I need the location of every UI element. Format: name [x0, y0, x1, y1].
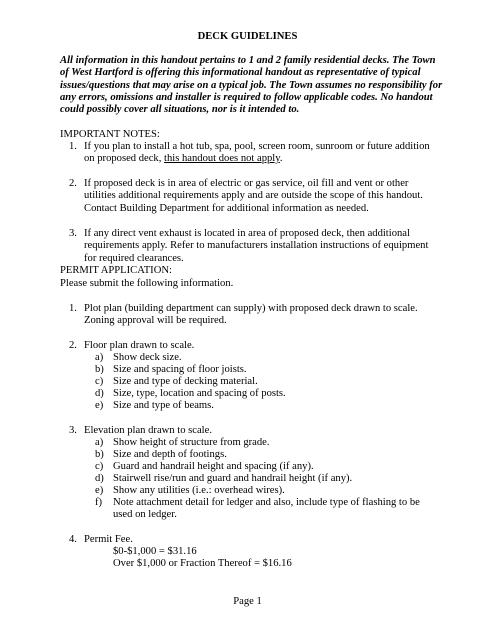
sub-item-text: Guard and handrail height and spacing (if any).: [113, 461, 314, 472]
sub-item-text: Size and type of decking material.: [113, 376, 258, 387]
sub-item-letter: a): [95, 352, 104, 363]
sub-item-text: Size and depth of footings.: [113, 449, 227, 460]
permit-item-text: Plot plan (building department can supply) with proposed deck drawn to scale. Zoning approval will be required.: [84, 303, 418, 327]
sub-item-text: Size and spacing of floor joists.: [113, 364, 247, 375]
permit-item-number: 4.: [69, 534, 77, 545]
permit-item-number: 1.: [69, 303, 77, 314]
important-item-text: If proposed deck is in area of electric or gas service, oil fill and vent or other utilities additional requirements apply and are outside the scope of this handout. Contact Building Department for additional information as needed.: [84, 178, 423, 214]
permit-item-number: 2.: [69, 340, 77, 351]
sub-item-letter: b): [95, 449, 104, 460]
important-item-number: 3.: [69, 228, 77, 239]
important-item-number: 1.: [69, 141, 77, 152]
sub-item-letter: a): [95, 437, 104, 448]
sub-item-letter: e): [95, 400, 104, 411]
sub-item-letter: c): [95, 461, 104, 472]
permit-application-heading: PERMIT APPLICATION:: [60, 265, 172, 276]
sub-item-text: Show deck size.: [113, 352, 182, 363]
intro-paragraph: All information in this handout pertains to 1 and 2 family residential decks. The Town of West Hartford is offering this informational handout as representative of typical issues/questions that may arise on a typical job. The Town assumes no responsibility for any errors, omissions and installer is required to follow applicable codes. No handout could possibly cover all situations, nor is it intended to.: [60, 55, 443, 116]
sub-item-text: Show height of structure from grade.: [113, 437, 270, 448]
permit-item-text: Elevation plan drawn to scale.: [84, 425, 212, 436]
sub-item-letter: c): [95, 376, 104, 387]
sub-item-text: Size, type, location and spacing of posts.: [113, 388, 286, 399]
important-item-number: 2.: [69, 178, 77, 189]
important-notes-heading: IMPORTANT NOTES:: [60, 129, 160, 140]
sub-item-text: Stairwell rise/run and guard and handrail height (if any).: [113, 473, 353, 484]
permit-application-subheading: Please submit the following information.: [60, 278, 234, 289]
sub-item-text: Note attachment detail for ledger and also, include type of flashing to be used on ledger.: [113, 497, 420, 521]
underlined-notice: this handout does not apply: [164, 153, 280, 165]
sub-item-letter: d): [95, 388, 104, 399]
sub-item-text: Size and type of beams.: [113, 400, 214, 411]
important-item-text: If you plan to install a hot tub, spa, pool, screen room, sunroom or future addition on proposed deck, this handout does not apply.: [84, 141, 430, 165]
sub-item-letter: e): [95, 485, 104, 496]
page-number: Page 1: [233, 596, 262, 607]
sub-item-letter: b): [95, 364, 104, 375]
sub-item-letter: d): [95, 473, 104, 484]
document-title: DECK GUIDELINES: [197, 31, 298, 42]
permit-item-text: Permit Fee.: [84, 534, 133, 545]
permit-item-number: 3.: [69, 425, 77, 436]
sub-item-text: Show any utilities (i.e.: overhead wires).: [113, 485, 285, 496]
permit-item-text: Floor plan drawn to scale.: [84, 340, 195, 351]
sub-item-letter: f): [95, 497, 103, 508]
important-item-text: If any direct vent exhaust is located in area of proposed deck, then additional requirements apply. Refer to manufacturers installation instructions of equipment for required clearances.: [84, 228, 429, 264]
fee-line: Over $1,000 or Fraction Thereof = $16.16: [113, 558, 292, 569]
fee-line: $0-$1,000 = $31.16: [113, 546, 197, 557]
